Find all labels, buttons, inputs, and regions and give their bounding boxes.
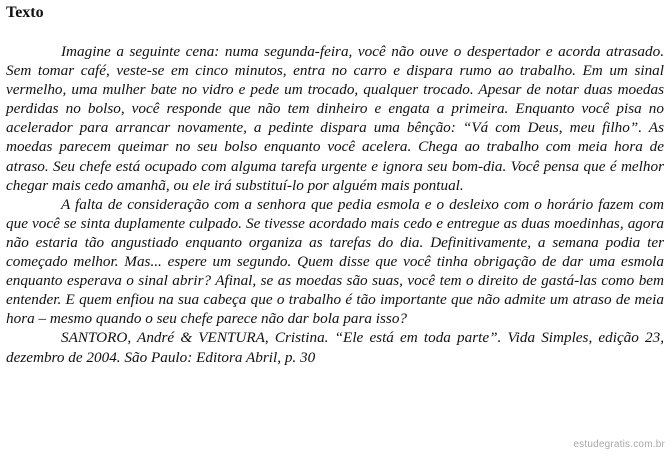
text-body [6,42,664,367]
paragraph-1: Imagine a seguinte cena: numa segunda-feira, você não ouve o despertador e acorda atrasado. Sem tomar café, veste-se em cinco minutos, entra no carro e dispara rumo ao trabalho. Em um sinal vermelho, uma mulher bate no vidro e pede um trocado, qualquer trocado. Apesar de notar duas moedas perdidas no bolso, você responde que não tem dinheiro e engata a primeira. Enquanto você pisa no acelerador para arrancar novamente, a pedinte dispara uma bênção: “Vá com Deus, meu filho”. As moedas parecem queimar no seu bolso enquanto você acelera. Chega ao trabalho com meia hora de atraso. Seu chefe está ocupado com alguma tarefa urgente e ignora seu bom-dia. Você pensa que é melhor chegar mais cedo amanhã, ou ele irá substituí-lo por alguém mais pontual. [6,43,664,194]
source-citation: SANTORO, André & VENTURA, Cristina. “Ele está em toda parte”. Vida Simples, edição 23, dezembro de 2004. São Paulo: Editora Abril, p. 30 [6,329,664,366]
page-title: Texto [6,4,44,21]
text-page [6,3,664,367]
paragraph-2: A falta de consideração com a senhora que pedia esmola e o desleixo com o horário fazem com que você se sinta duplamente culpado. Se tivesse acordado mais cedo e entregue as duas moedinhas, agora não estaria tão angustiado enquanto organiza as tarefas do dia. Definitivamente, a semana podia ter começado melhor. Mas... espere um segundo. Quem disse que você tinha obrigação de dar uma esmola enquanto esperava o sinal abrir? Afinal, se as moedas são suas, você tem o direito de gastá-las como bem entender. E quem enfiou na sua cabeça que o trabalho é tão importante que não admite um atraso de meia hora – mesmo quando o seu chefe parece não dar bola para isso? [6,195,664,328]
site-watermark: estudegratis.com.br [573,439,665,450]
